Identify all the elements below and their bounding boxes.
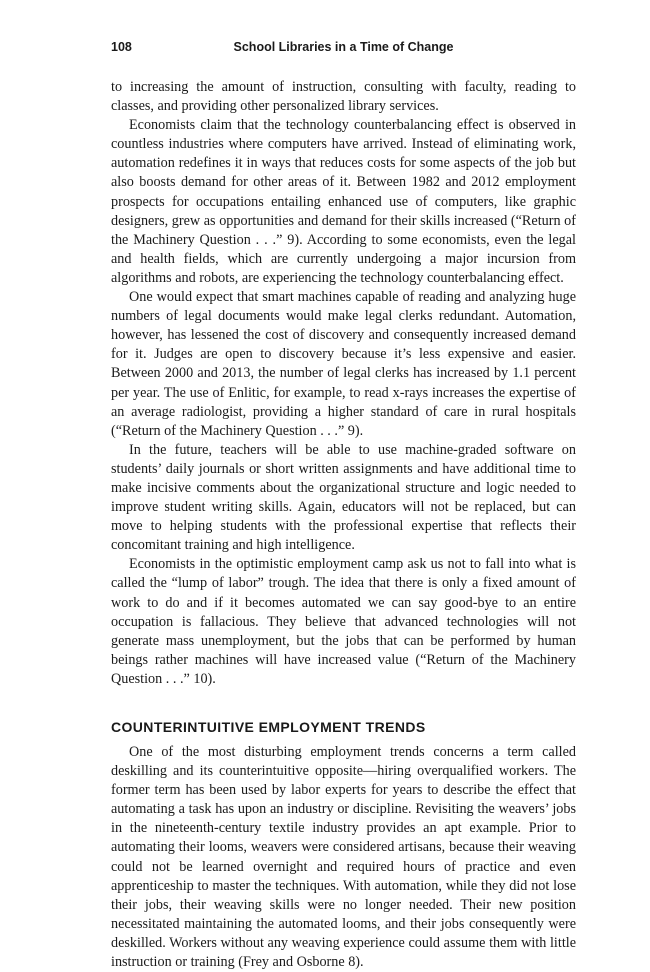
paragraph: One would expect that smart machines capable of reading and analyzing huge numbers of legal documents would make legal clerks redundant. Automation, however, has lessened the cost of discovery and consequently increased demand for it. Judges are open to discovery because it’s less expensive and easier. Between 2000 and 2013, the number of legal clerks has increased by 1.1 percent per year. The use of Enlitic, for example, to read x-rays increases the expertise of an average radiologist, providing a higher standard of care in rural hospitals (“Return of the Machinery Question . . .” 9). <box>111 289 576 439</box>
paragraph: Economists in the optimistic employment camp ask us not to fall into what is called the “lump of labor” trough. The idea that there is only a fixed amount of work to do and if it becomes automated we can say good-bye to an entire occupation is fallacious. They believe that advanced technologies will not generate mass unemployment, but the jobs that can be performed by human beings rather machines will have increased value (“Return of the Machinery Question . . .” 10). <box>111 556 576 687</box>
paragraph: One of the most disturbing employment trends concerns a term called deskilling and its counterintuitive opposite—hiring overqualified workers. The former term has been used by labor experts for years to describe the effect that automating a task has upon an industry or discipline. Revisiting the weavers’ jobs in the nineteenth-century textile industry provides an apt example. Prior to automating their looms, weavers were considered artisans, because their weaving could not be learned overnight and required hours of practice and even apprenticeship to master the techniques. With automation, while they did not lose their jobs, their weaving skills were no longer needed. Their new position necessitated maintaining the automated looms, and their jobs consequently were deskilled. Workers without any weaving experience could assume them with little instruction or training (Frey and Osborne 8). <box>111 744 576 971</box>
paragraph: In the future, teachers will be able to use machine-graded software on students’ daily journals or short written assignments and have additional time to make incisive comments about the organizational structure and logic needed to improve student writing skills. Again, educators will not be replaced, but can move to helping students with the professional expertise that reflects their concomitant training and high intelligence. <box>111 441 576 554</box>
body-text <box>111 78 576 972</box>
book-page <box>111 40 576 972</box>
page-number: 108 <box>111 40 132 54</box>
paragraph: to increasing the amount of instruction, consulting with faculty, reading to classes, and providing other personalized library services. <box>111 79 576 115</box>
paragraph: Economists claim that the technology counterbalancing effect is observed in countless industries where computers have arrived. Instead of eliminating work, automation redefines it in ways that reduces costs for some aspects of the job but also boosts demand for other areas of it. Between 1982 and 2012 employment prospects for occupations entailing enhanced use of computers, like graphic designers, grew as opportunities and demand for their skills increased (“Return of the Machinery Question . . .” 9). According to some economists, even the legal and health fields, which are currently undergoing a major incursion from algorithms and robots, are experiencing the technology counterbalancing effect. <box>111 117 576 286</box>
running-title: School Libraries in a Time of Change <box>233 40 454 54</box>
running-head <box>111 40 576 60</box>
section-heading: COUNTERINTUITIVE EMPLOYMENT TRENDS <box>111 719 426 735</box>
